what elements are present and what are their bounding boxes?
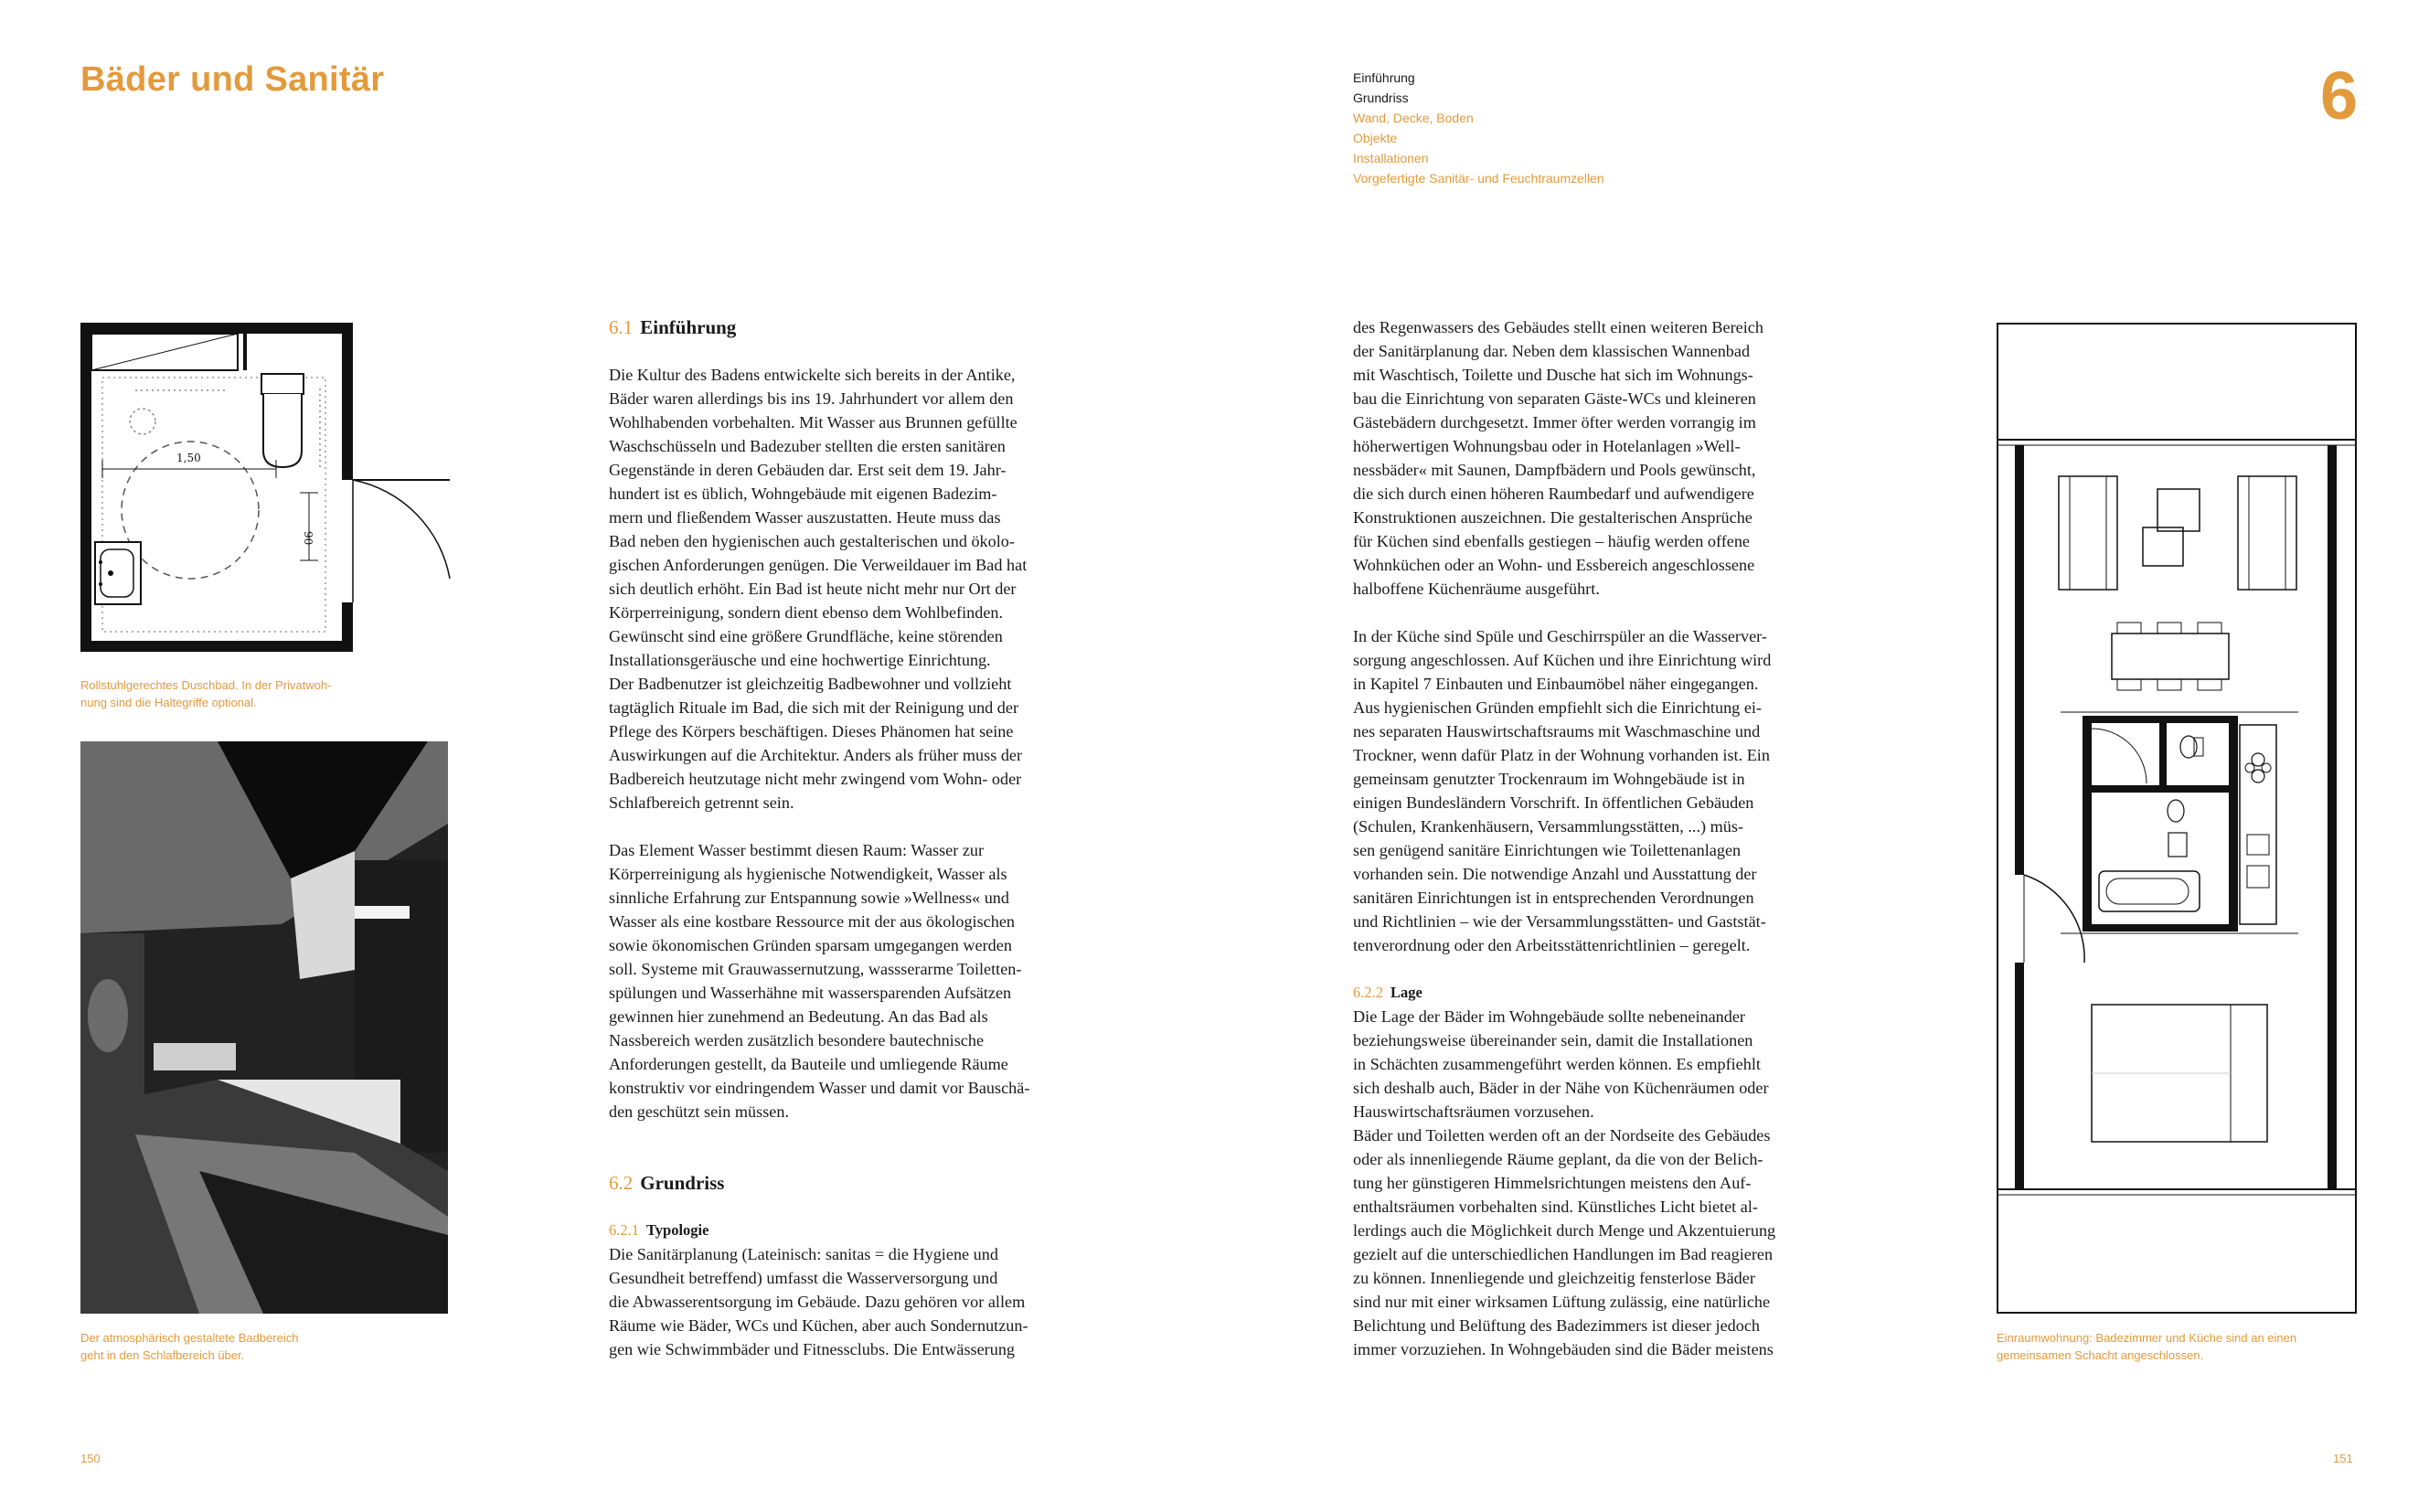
text-line: hundert ist es üblich, Wohngebäude mit eigenen Badezim- [609,484,997,503]
text-line: in Kapitel 7 Einbauten und Einbaumöbel näher eingegangen. [1353,675,1759,693]
column-2-paragraph-1 [1353,315,1847,601]
text-line: beziehungsweise übereinander sein, damit die Installationen [1353,1031,1753,1049]
page-number-left: 150 [80,1452,101,1465]
text-line: Wasser als eine kostbare Ressource mit der aus ökologischen [609,912,1016,931]
text-line: mern und fließendem Wasser auszustatten. Heute muss das [609,508,1001,527]
text-line: (Schulen, Krankenhäusern, Versammlungsstätten, ...) müs- [1353,817,1743,836]
caption-apartment-plan: Einraumwohnung: Badezimmer und Küche sind an einen gemeinsamen Schacht angeschlossen. [1997,1331,2297,1362]
nav-item-wand-decke-boden[interactable]: Wand, Decke, Boden [1353,111,1474,125]
text-line: zu können. Innenliegende und gleichzeitig fensterlose Bäder [1353,1269,1755,1287]
column-2-paragraph-3 [1353,1005,1847,1361]
text-line: tenverordnung oder den Arbeitsstättenrichtlinien – geregelt. [1353,936,1751,954]
text-line: sorgung angeschlossen. Auf Küchen und ihre Einrichtung wird [1353,651,1772,669]
text-line: Gesundheit betreffend) umfasst die Wasserversorgung und [609,1269,998,1287]
text-line: gischen Anforderungen genügen. Die Verweildauer im Bad hat [609,556,1028,574]
text-line: Konstruktionen auszeichnen. Die gestalterischen Ansprüche [1353,508,1753,527]
text-line: und Richtlinien – wie der Versammlungsstätten- und Gaststät- [1353,912,1766,931]
text-column-2 [1353,315,1847,1361]
nav-item-objekte[interactable]: Objekte [1353,131,1398,145]
page-number-right: 151 [2333,1452,2353,1465]
text-line: Waschschüsseln und Badezuber stellten die ersten sanitären [609,437,1006,455]
text-line: der Sanitärplanung dar. Neben dem klassischen Wannenbad [1353,342,1751,360]
text-line: sich deutlich erhöht. Ein Bad ist heute nicht mehr nur Ort der [609,580,1017,598]
text-line: Wohnküchen oder an Wohn- und Essbereich angeschlossene [1353,556,1755,574]
nav-item-grundriss[interactable]: Grundriss [1353,91,1409,105]
text-line: Bäder waren allerdings bis ins 19. Jahrhundert vor allem den [609,389,1014,408]
text-line: die sich durch einen höheren Raumbedarf und aufwendigere [1353,484,1754,503]
text-line: sinnliche Erfahrung zur Entspannung sowie »Wellness« und [609,889,1009,907]
dimension-width-label: 1,50 [176,452,201,464]
text-line: nessbäder« mit Saunen, Dampfbädern und Pools gewünscht, [1353,461,1756,479]
text-line: Gästebädern durchgesetzt. Immer öfter werden vorrangig im [1353,413,1756,431]
text-line: gewinnen hier zunehmend an Bedeutung. An das Bad als [609,1007,988,1026]
caption-floor-plan: Rollstuhlgerechtes Duschbad. In der Privatwoh- nung sind die Haltegriffe optional. [80,678,332,709]
text-line: Die Lage der Bäder im Wohngebäude sollte nebeneinander [1353,1007,1745,1026]
text-line: Räume wie Bäder, WCs und Küchen, aber auch Sondernutzun- [609,1316,1028,1335]
text-line: in Schächten zusammengeführt werden können. Es empfiehlt [1353,1055,1761,1073]
text-line: höherwertigen Wohnungsbau oder in Hotelanlagen »Well- [1353,437,1741,455]
text-line: sanitären Einrichtungen ist in entsprechenden Verordnungen [1353,889,1754,907]
text-line: Schlafbereich getrennt sein. [609,793,794,812]
text-line: Auswirkungen auf die Architektur. Anders als früher muss der [609,746,1023,764]
text-line: Aus hygienischen Gründen empfiehlt sich die Einrichtung ei- [1353,698,1762,717]
text-line: tung her günstigeren Himmelsrichtungen meistens den Auf- [1353,1174,1752,1192]
text-line: gemeinsam genutzter Trockenraum im Wohngebäude ist in [1353,770,1745,788]
text-line: In der Küche sind Spüle und Geschirrspüler an die Wasserver- [1353,627,1767,645]
apartment-floor-plan [1997,323,2357,1315]
text-line: die Abwasserentsorgung im Gebäude. Dazu gehören vor allem [609,1293,1026,1311]
text-line: spülungen und Wasserhähne mit wassersparenden Aufsätzen [609,984,1012,1002]
text-line: lerdings auch die Möglichkeit durch Menge und Akzentuierung [1353,1221,1776,1240]
text-line: Körperreinigung, sondern dient ebenso dem Wohlbefinden. [609,603,1004,622]
text-line: vorhanden sein. Die notwendige Anzahl und Ausstattung der [1353,865,1757,883]
text-line: immer vorzuziehen. In Wohngebäuden sind die Bäder meistens [1353,1340,1774,1358]
text-line: konstruktiv vor eindringendem Wasser und damit vor Bauschä- [609,1079,1030,1097]
text-line: mit Waschtisch, Toilette und Dusche hat sich im Wohnungs- [1353,366,1753,384]
text-line: des Regenwassers des Gebäudes stellt einen weiteren Bereich [1353,318,1763,336]
bathroom-photo [80,741,448,1314]
text-line: den geschützt sein müssen. [609,1102,789,1121]
section-6-2-1-heading: 6.2.1 Typologie [609,1221,709,1239]
text-line: Der Badbenutzer ist gleichzeitig Badbewohner und vollzieht [609,675,1012,693]
text-line: sind nur mit einer wirksamen Lüftung zulässig, eine natürliche [1353,1293,1771,1311]
section-6-2-1-paragraph [609,1242,1103,1361]
section-6-1-paragraph-1 [609,363,1103,815]
text-line: einigen Bundesländern Vorschrift. In öffentlichen Gebäuden [1353,793,1754,812]
column-2-paragraph-2 [1353,624,1847,957]
section-6-2-2-heading: 6.2.2 Lage [1353,984,1422,1001]
text-line: sowie ökonomischen Gründen sparsam umgegangen werden [609,936,1012,954]
text-line: Bad neben den hygienischen auch gestalterischen und ökolo- [609,532,1015,550]
text-column-1 [609,315,1103,1361]
text-line: tagtäglich Rituale im Bad, die sich mit der Reinigung und der [609,698,1019,717]
text-line: Anforderungen gestellt, da Bauteile und umliegende Räume [609,1055,1008,1073]
text-line: soll. Systeme mit Grauwassernutzung, wassserarme Toiletten- [609,960,1022,978]
text-line: Gegenstände in deren Gebäuden dar. Erst seit dem 19. Jahr- [609,461,1007,479]
text-line: gezielt auf die unterschiedlichen Handlungen im Bad reagieren [1353,1245,1774,1263]
text-line: Badbereich heutzutage nicht mehr zwingend vom Wohn- oder [609,770,1022,788]
text-line: für Küchen sind ebenfalls gestiegen – häufig werden offene [1353,532,1750,550]
chapter-nav [1353,68,1604,188]
chapter-title: Bäder und Sanitär [80,60,385,99]
text-line: Belichtung und Belüftung des Badezimmers ist dieser jedoch [1353,1316,1760,1335]
text-line: Nassbereich werden zusätzlich besondere bautechnische [609,1031,985,1049]
text-line: oder als innenliegende Räume geplant, da die von der Belich- [1353,1150,1763,1168]
text-line: sich deshalb auch, Bäder in der Nähe von Küchenräumen oder [1353,1079,1769,1097]
text-line: nes separaten Hauswirtschaftsraums mit Waschmaschine und [1353,722,1761,740]
text-line: Das Element Wasser bestimmt diesen Raum: Wasser zur [609,841,985,859]
text-line: bau die Einrichtung von separaten Gäste-WCs und kleineren [1353,389,1756,408]
text-line: Hauswirtschaftsräumen vorzusehen. [1353,1102,1594,1121]
text-line: Bäder und Toiletten werden oft an der Nordseite des Gebäudes [1353,1126,1771,1145]
text-line: Trockner, wenn dafür Platz in der Wohnung vorhanden ist. Ein [1353,746,1770,764]
text-line: sen genügend sanitäre Einrichtungen wie Toilettenanlagen [1353,841,1742,859]
text-line: Wohlhabenden vorbehalten. Mit Wasser aus Brunnen gefüllte [609,413,1017,431]
section-6-1-paragraph-2 [609,838,1103,1123]
text-line: Pflege des Körpers beschäftigen. Dieses Phänomen hat seine [609,722,1014,740]
text-line: halboffene Küchenräume ausgeführt. [1353,580,1600,598]
section-6-1-heading: 6.1 Einführung [609,316,737,338]
caption-photo: Der atmosphärisch gestaltete Badbereich geht in den Schlafbereich über. [80,1331,299,1362]
text-line: Körperreinigung als hygienische Notwendigkeit, Wasser als [609,865,1007,883]
text-line: enthaltsräumen vorbehalten sind. Künstliches Licht bietet al- [1353,1198,1758,1216]
text-line: Installationsgeräusche und eine hochwertige Einrichtung. [609,651,991,669]
text-line: Gewünscht sind eine größere Grundfläche, keine störenden [609,627,1003,645]
text-line: gen wie Schwimmbäder und Fitnessclubs. Die Entwässerung [609,1340,1016,1358]
bathroom-floor-plan [80,323,464,654]
section-6-2-heading: 6.2 Grundriss [609,1172,725,1194]
chapter-number: 6 [2320,58,2359,133]
text-line: Die Kultur des Badens entwickelte sich bereits in der Antike, [609,366,1016,384]
dimension-depth-label: 90 [302,531,314,546]
nav-item-vorgefertigte-zellen[interactable]: Vorgefertigte Sanitär- und Feuchtraumzellen [1353,171,1604,186]
nav-item-installationen[interactable]: Installationen [1353,151,1429,165]
text-line: Die Sanitärplanung (Lateinisch: sanitas = die Hygiene und [609,1245,998,1263]
nav-item-einfuehrung[interactable]: Einführung [1353,70,1415,85]
